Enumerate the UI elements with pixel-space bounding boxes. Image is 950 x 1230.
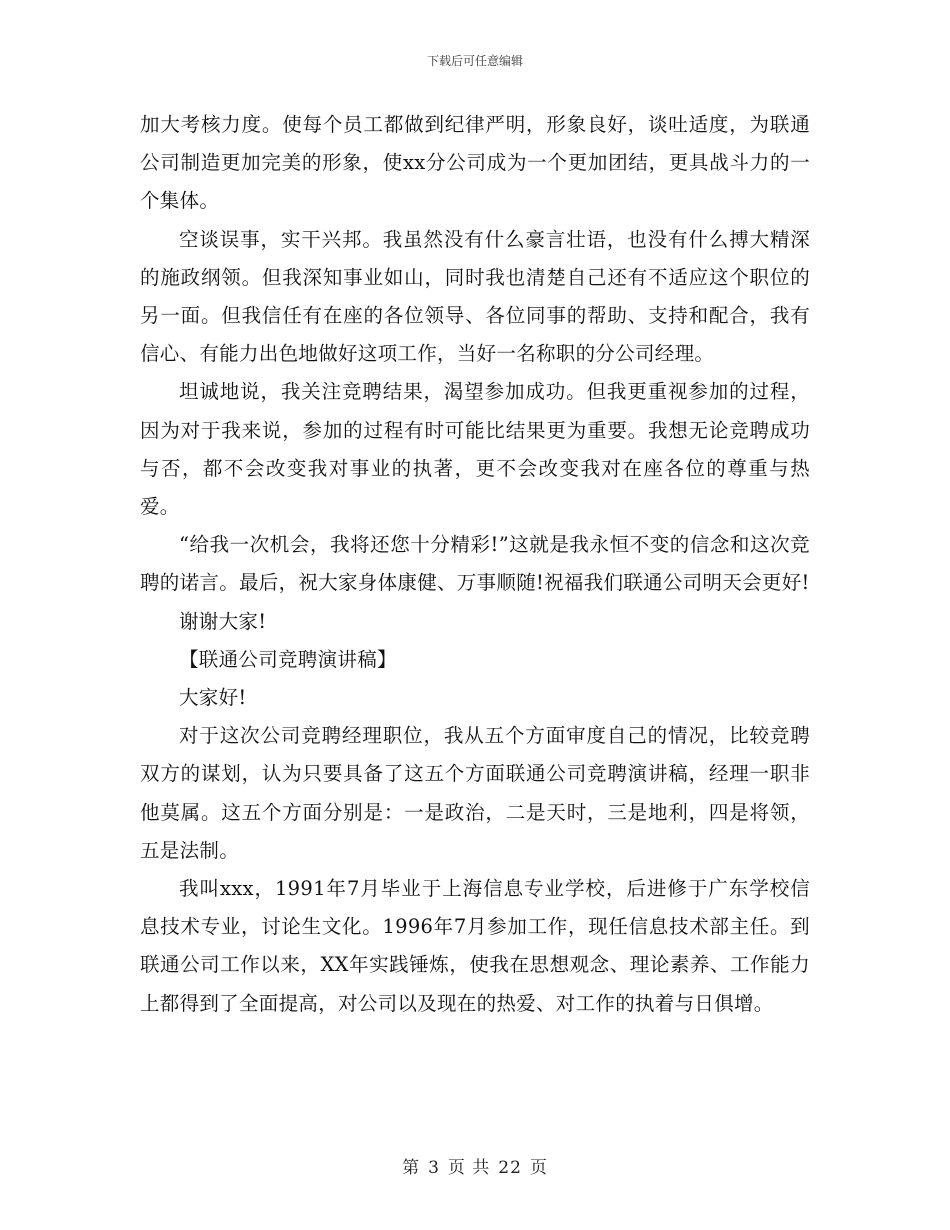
paragraph-5: 谢谢大家! — [179, 609, 267, 633]
page-current: 3 — [428, 1158, 440, 1178]
page-number — [0, 1153, 950, 1178]
paragraph-9: 我叫xxx，1991年7月毕业于上海信息专业学校，后进修于广东学校信息技术专业，讨论生文化。1996年7月参加工作，现任信息技术部主任。到联通公司工作以来，XX年实践锤炼，使我在思想观念、理论素养、工作能力上都得到了全面提高，对公司以及现在的热爱、对工作的执着与日俱增。 — [140, 877, 810, 1015]
header-note: 下载后可任意编辑 — [426, 54, 523, 68]
paragraph-4: “给我一次机会，我将还您十分精彩!”这就是我永恒不变的信念和这次竞聘的诺言。最后，祝大家身体康健、万事顺随!祝福我们联通公司明天会更好! — [140, 533, 810, 595]
page-prefix: 第 — [402, 1158, 421, 1178]
paragraph-2: 空谈误事，实干兴邦。我虽然没有什么豪言壮语，也没有什么搏大精深的施政纲领。但我深知事业如山，同时我也清楚自己还有不适应这个职位的另一面。但我信任有在座的各位领导、各位同事的帮助、支持和配合，我有信心、有能力出色地做好这项工作，当好一名称职的分公司经理。 — [140, 227, 810, 366]
paragraph-8: 对于这次公司竞聘经理职位，我从五个方面审度自己的情况，比较竞聘双方的谋划，认为只要具备了这五个方面联通公司竞聘演讲稿，经理一职非他莫属。这五个方面分别是：一是政治，二是天时，三是地利，四是将领，五是法制。 — [140, 724, 810, 862]
page-middle: 页 共 — [447, 1158, 491, 1178]
section-heading: 【联通公司竞聘演讲稿】 — [179, 647, 397, 671]
paragraph-greeting: 大家好! — [179, 686, 247, 710]
paragraph-1: 加大考核力度。使每个员工都做到纪律严明，形象良好，谈吐适度，为联通公司制造更加完美的形象，使xx分公司成为一个更加团结，更具战斗力的一个集体。 — [140, 113, 810, 213]
page-suffix: 页 — [529, 1158, 548, 1178]
page-total: 22 — [498, 1158, 522, 1178]
document-body — [140, 106, 810, 1023]
paragraph-3: 坦诚地说，我关注竞聘结果，渴望参加成功。但我更重视参加的过程，因为对于我来说，参加的过程有时可能比结果更为重要。我想无论竞聘成功与否，都不会改变我对事业的执著，更不会改变我对在座各位的尊重与热爱。 — [140, 380, 810, 519]
